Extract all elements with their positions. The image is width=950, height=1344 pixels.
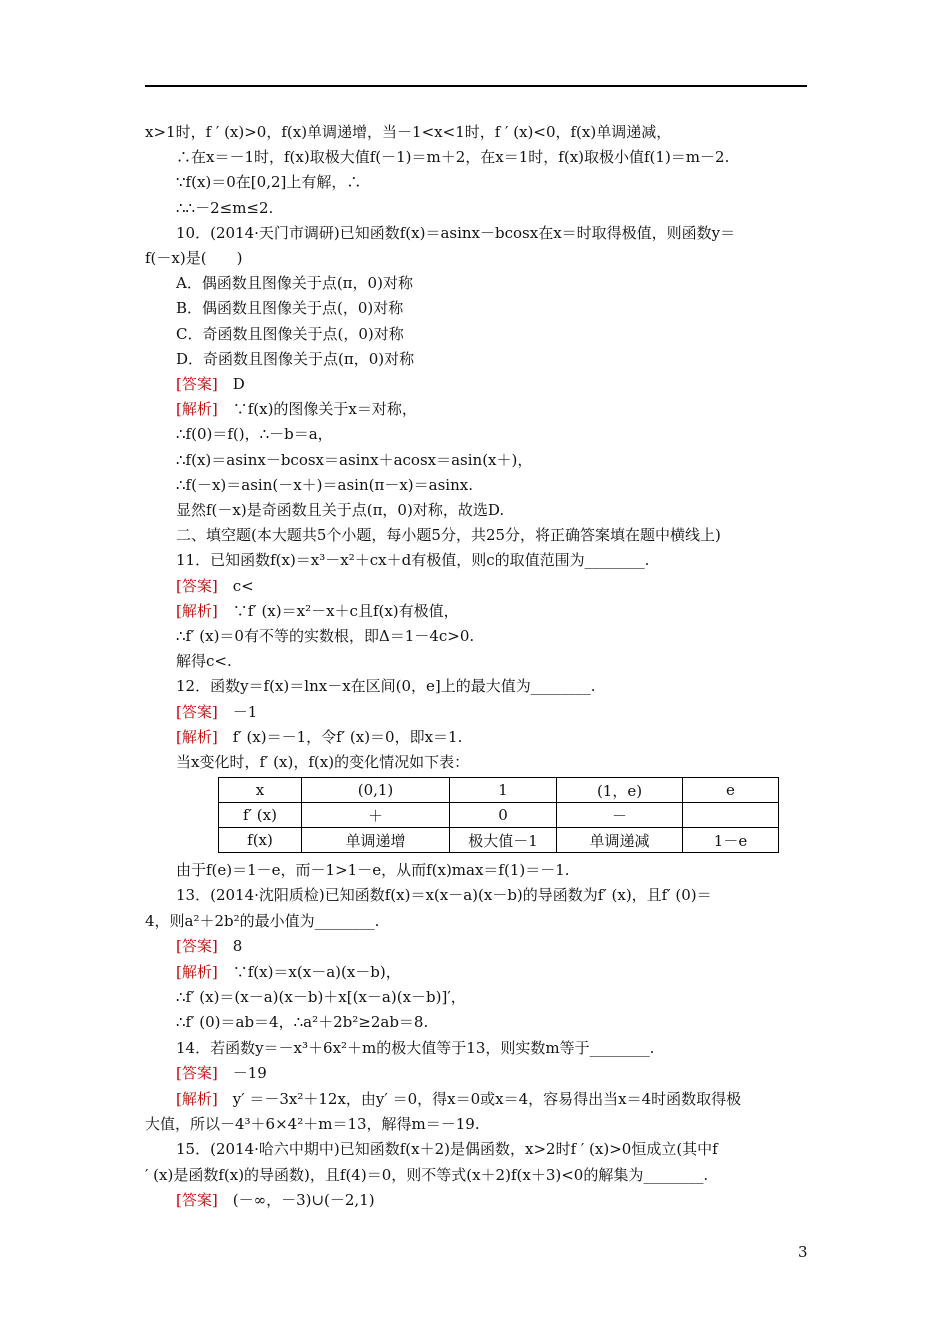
text-line xyxy=(176,324,404,344)
line-text: f(－x)是( ) xyxy=(145,249,243,267)
table-cell: e xyxy=(683,778,779,803)
text-line xyxy=(176,860,570,880)
text-line xyxy=(176,147,729,167)
line-text: 13．(2014·沈阳质检)已知函数f(x)＝x(x－a)(x－b)的导函数为f′ (x)，且f′ (0)＝ xyxy=(176,886,712,905)
text-line xyxy=(176,987,466,1007)
line-text: 10．(2014·天门市调研)已知函数f(x)＝asinx－bcosx在x＝时取得极值，则函数y＝ xyxy=(176,223,736,242)
answer-label: [答案] xyxy=(176,576,218,595)
text-line xyxy=(176,1139,718,1159)
line-text: ∴∴－2≤m≤2. xyxy=(176,198,274,217)
table-cell: f′ (x) xyxy=(219,803,302,828)
text-line xyxy=(176,1089,741,1109)
line-text: y′ ＝－3x²＋12x，由y′ ＝0，得x＝0或x＝4，容易得出当x＝4时函数取得极 xyxy=(217,1089,742,1108)
text-line xyxy=(176,651,232,671)
line-text: A．偶函数且图像关于点(π，0)对称 xyxy=(176,274,413,293)
text-line xyxy=(176,1012,428,1032)
text-line xyxy=(176,727,462,747)
line-text: B．偶函数且图像关于点(，0)对称 xyxy=(176,299,404,318)
page-number: 3 xyxy=(798,1243,808,1261)
table-cell: (1，e) xyxy=(557,778,683,803)
line-text: ∵f(x)＝0在[0,2]上有解，∴ xyxy=(176,173,362,192)
line-text: ∴f(x)＝asinx－bcosx＝asinx＋acosx＝asin(x＋)， xyxy=(176,450,533,469)
text-line xyxy=(176,475,473,495)
table-row xyxy=(219,803,779,828)
text-line xyxy=(176,172,361,192)
text-line xyxy=(176,1063,267,1083)
table-cell: 0 xyxy=(450,803,557,828)
line-text: ∴f′ (x)＝0有不等的实数根，即Δ＝1－4c>0. xyxy=(176,627,475,645)
answer-label: [解析] xyxy=(176,1089,218,1108)
table-cell: 极大值－1 xyxy=(450,828,557,853)
variation-table xyxy=(218,777,779,853)
line-text: ∵f(x)＝x(x－a)(x－b)， xyxy=(217,962,401,981)
line-text: 11．已知函数f(x)＝x³－x²＋cx＋d有极值，则c的取值范围为________. xyxy=(176,551,650,570)
answer-label: [解析] xyxy=(176,962,218,981)
answer-label: [解析] xyxy=(176,601,218,620)
table-cell: － xyxy=(557,803,683,828)
text-line xyxy=(176,450,532,470)
table-cell: (0,1) xyxy=(302,778,450,803)
line-text: D xyxy=(217,375,245,393)
text-line xyxy=(176,1038,654,1058)
text-line xyxy=(145,122,671,142)
text-line xyxy=(176,702,257,722)
answer-label: [答案] xyxy=(176,1064,218,1083)
line-text: ∴f′ (0)＝ab＝4，∴a²＋2b²≥2ab＝8. xyxy=(176,1013,429,1032)
line-text: D．奇函数且图像关于点(π，0)对称 xyxy=(176,349,415,368)
text-line xyxy=(176,1190,375,1210)
text-line xyxy=(176,676,596,696)
line-text: －1 xyxy=(217,702,258,721)
line-text: 当x变化时，f′ (x)，f(x)的变化情况如下表： xyxy=(176,753,470,771)
text-line xyxy=(176,962,401,982)
answer-label: [解析] xyxy=(176,727,218,746)
table-cell: f(x) xyxy=(219,828,302,853)
text-line xyxy=(176,752,469,772)
table-cell: 1 xyxy=(450,778,557,803)
text-line xyxy=(176,626,474,646)
line-text: 大值，所以－4³＋6×4²＋m＝13，解得m＝－19. xyxy=(145,1115,480,1133)
text-line xyxy=(176,374,245,394)
answer-label: [答案] xyxy=(176,702,218,721)
line-text: c< xyxy=(217,576,254,595)
line-text: x>1时，f ′ (x)>0，f(x)单调递增，当－1<x<1时，f ′ (x)<0，f(x)单调递减， xyxy=(145,123,672,141)
text-line xyxy=(176,576,254,596)
line-text: f′ (x)＝－1，令f′ (x)＝0，即x＝1. xyxy=(217,727,463,746)
answer-label: [解析] xyxy=(176,400,218,419)
line-text: 由于f(e)＝1－e，而－1>1－e，从而f(x)max＝f(1)＝－1. xyxy=(176,861,570,879)
table-cell: 单调递减 xyxy=(557,828,683,853)
text-line xyxy=(176,273,413,293)
table-cell: ＋ xyxy=(302,803,450,828)
text-line xyxy=(176,298,403,318)
line-text: 12．函数y＝f(x)＝lnx－x在区间(0，e]上的最大值为________. xyxy=(176,677,596,696)
text-line xyxy=(176,424,333,444)
line-text: C．奇函数且图像关于点(，0)对称 xyxy=(176,324,404,343)
text-line xyxy=(145,1114,480,1134)
table-cell: x xyxy=(219,778,302,803)
line-text: ∵f(x)的图像关于x＝对称， xyxy=(217,400,417,419)
line-text: 二、填空题(本大题共5个小题，每小题5分，共25分，将正确答案填在题中横线上) xyxy=(176,526,721,545)
table-cell: 1－e xyxy=(683,828,779,853)
text-line xyxy=(176,399,417,419)
line-text: ∴在x＝－1时，f(x)取极大值f(－1)＝m＋2，在x＝1时，f(x)取极小值f(1)＝m－2. xyxy=(176,148,730,167)
line-text: 显然f(－x)是奇函数且关于点(π，0)对称，故选D. xyxy=(176,501,505,519)
answer-label: [答案] xyxy=(176,1191,218,1210)
line-text: (－∞，－3)∪(－2,1) xyxy=(217,1191,375,1210)
text-line xyxy=(145,1165,708,1185)
line-text: 14．若函数y＝－x³＋6x²＋m的极大值等于13，则实数m等于________. xyxy=(176,1038,655,1057)
text-line xyxy=(176,198,273,218)
table-cell: 单调递增 xyxy=(302,828,450,853)
line-text: 15．(2014·哈六中期中)已知函数f(x＋2)是偶函数，x>2时f ′ (x)>0恒成立(其中f xyxy=(176,1140,718,1159)
line-text: 4，则a²＋2b²的最小值为________. xyxy=(145,911,380,930)
answer-label: [答案] xyxy=(176,375,218,393)
line-text: 8 xyxy=(217,937,243,956)
table-row xyxy=(219,778,779,803)
text-line xyxy=(176,223,735,243)
header-rule xyxy=(145,85,807,87)
text-line xyxy=(145,248,242,268)
line-text: ∴f(－x)＝asin(－x＋)＝asin(π－x)＝asinx. xyxy=(176,475,473,494)
line-text: ∴f(0)＝f()，∴－b＝a， xyxy=(176,425,333,444)
line-text: ′ (x)是函数f(x)的导函数)，且f(4)＝0，则不等式(x＋2)f(x＋3)<0的解集为________. xyxy=(145,1165,709,1184)
table-row xyxy=(219,828,779,853)
text-line xyxy=(176,885,712,905)
line-text: ∵f′ (x)＝x²－x＋c且f(x)有极值， xyxy=(217,601,459,620)
line-text: 解得c<. xyxy=(176,652,232,671)
text-line xyxy=(176,525,721,545)
text-line xyxy=(176,550,649,570)
text-line xyxy=(176,936,242,956)
table-cell xyxy=(683,803,779,828)
line-text: ∴f′ (x)＝(x－a)(x－b)＋x[(x－a)(x－b)]′， xyxy=(176,988,466,1006)
line-text: －19 xyxy=(217,1064,267,1083)
text-line xyxy=(176,601,459,621)
answer-label: [答案] xyxy=(176,937,218,956)
text-line xyxy=(176,349,414,369)
text-line xyxy=(176,500,504,520)
text-line xyxy=(145,911,379,931)
